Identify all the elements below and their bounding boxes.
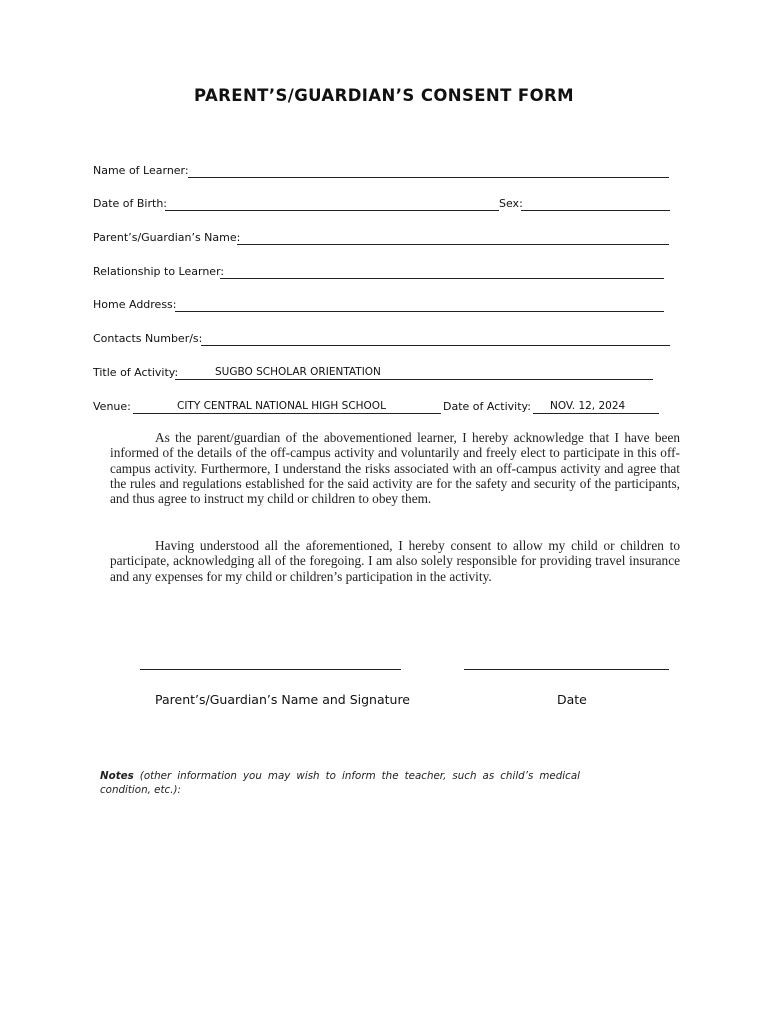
notes-text: (other information you may wish to inform the teacher, such as child’s medical condition, etc.):	[100, 770, 580, 796]
activity-title-label: Title of Activity:	[93, 366, 179, 379]
activity-title-value: SUGBO SCHOLAR ORIENTATION	[215, 366, 381, 378]
guardian-name-field[interactable]	[93, 231, 669, 245]
guardian-name-label: Parent’s/Guardian’s Name:	[93, 231, 241, 244]
activity-date-value: NOV. 12, 2024	[550, 400, 626, 412]
consent-paragraph: Having understood all the aforementioned, I hereby consent to allow my child or children to participate, acknowledging all of the foregoing. I am also solely responsible for providing travel insurance and any expenses for my child or children’s participation in the activity.	[110, 538, 680, 584]
notes-heading: Notes	[100, 770, 134, 782]
home-address-label: Home Address:	[93, 298, 177, 311]
relationship-label: Relationship to Learner:	[93, 265, 225, 278]
relationship-field[interactable]	[93, 265, 664, 279]
contacts-line[interactable]	[201, 345, 670, 346]
activity-title-line[interactable]	[175, 379, 653, 380]
activity-date-line[interactable]	[533, 413, 659, 414]
signature-line[interactable]	[140, 669, 401, 670]
notes-section	[100, 769, 580, 797]
venue-value: CITY CENTRAL NATIONAL HIGH SCHOOL	[177, 400, 386, 412]
contacts-field[interactable]	[93, 332, 670, 346]
contacts-label: Contacts Number/s:	[93, 332, 203, 345]
home-address-line[interactable]	[175, 311, 664, 312]
venue-field[interactable]	[93, 400, 659, 414]
activity-date-label: Date of Activity:	[443, 400, 531, 413]
sex-label: Sex:	[499, 197, 523, 210]
acknowledgement-paragraph: As the parent/guardian of the abovementioned learner, I hereby acknowledge that I have been informed of the details of the off-campus activity and voluntarily and freely elect to participate in this off-campus activity. Furthermore, I understand the risks associated with an off-campus activity and agree that the rules and regulations established for the said activity are for the safety and security of the participants, and thus agree to instruct my child or children to obey them.	[110, 430, 680, 507]
home-address-field[interactable]	[93, 298, 664, 312]
sex-line[interactable]	[521, 210, 670, 211]
relationship-line[interactable]	[220, 278, 664, 279]
learner-name-field[interactable]	[93, 164, 669, 178]
guardian-name-line[interactable]	[237, 244, 669, 245]
date-line[interactable]	[464, 669, 669, 670]
birth-date-line[interactable]	[165, 210, 499, 211]
venue-label: Venue:	[93, 400, 131, 413]
signature-label: Parent’s/Guardian’s Name and Signature	[155, 692, 410, 707]
date-label: Date	[557, 692, 587, 707]
activity-title-field[interactable]	[93, 366, 653, 380]
venue-line[interactable]	[133, 413, 441, 414]
birth-date-label: Date of Birth:	[93, 197, 168, 210]
learner-name-line[interactable]	[188, 177, 669, 178]
form-title: PARENT’S/GUARDIAN’S CONSENT FORM	[194, 86, 574, 105]
learner-name-label: Name of Learner:	[93, 164, 189, 177]
birth-date-field[interactable]	[93, 197, 670, 211]
